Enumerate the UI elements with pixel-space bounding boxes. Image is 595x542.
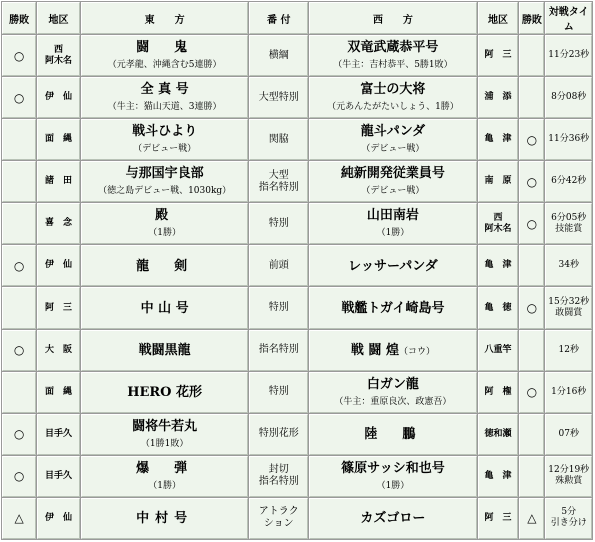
east-region-text: 喜 念	[45, 218, 73, 229]
east-bull-name: 闘将牛若丸	[132, 418, 198, 434]
bout-row	[2, 287, 592, 328]
east-result: ○	[2, 414, 36, 455]
east-bull-name: 戦闘黒龍	[138, 343, 191, 359]
bout-row	[2, 372, 592, 413]
bout-time-text: 11分23秒	[548, 50, 590, 61]
east-result	[2, 119, 36, 160]
west-result	[519, 330, 544, 371]
west-region-text: 阿 三	[484, 50, 512, 61]
east-region-text: 阿木名	[45, 55, 73, 66]
west-region-text: 徳和瀬	[484, 428, 512, 439]
bout-rank	[249, 287, 308, 328]
east-region-text: 伊 仙	[45, 512, 73, 523]
west-bull-name: レッサーパンダ	[348, 258, 438, 274]
bout-time-text: 34秒	[558, 260, 579, 271]
east-region	[37, 414, 79, 455]
bout-rank-text: 特別	[268, 386, 289, 398]
bout-rank-text: 指名特別	[258, 181, 299, 193]
west-bull-name: カズゴロー	[360, 511, 426, 527]
east-region	[37, 161, 79, 202]
bout-time	[545, 35, 592, 76]
west-region	[478, 77, 518, 118]
east-bull	[81, 414, 249, 455]
west-result: △	[519, 498, 544, 539]
west-region-text: 西	[493, 212, 503, 223]
bout-time	[545, 119, 592, 160]
west-bull	[309, 77, 477, 118]
bout-rank-text: 大型特別	[258, 91, 299, 103]
bout-time-text: 12分19秒	[548, 465, 590, 476]
west-bull-name: 戦 闘 煌	[350, 342, 399, 358]
west-region-text: 阿木名	[484, 223, 512, 234]
west-result: ○	[519, 372, 544, 413]
west-bull	[309, 245, 477, 286]
west-result	[519, 456, 544, 497]
east-result: ○	[2, 77, 36, 118]
west-region-text: 亀 津	[484, 470, 512, 481]
east-region-text: 諸 田	[45, 176, 73, 187]
west-region-text: 浦 添	[484, 92, 512, 103]
east-region-text: 目手久	[45, 428, 73, 439]
east-bull-name: 中 山 号	[140, 301, 189, 316]
east-region-text: 阿 三	[45, 302, 73, 313]
east-bull-name: 中村号	[136, 511, 194, 527]
bout-time	[545, 203, 592, 244]
bout-rank	[249, 456, 308, 497]
bout-row	[2, 35, 592, 76]
west-bull-name: 戦艦トガイ崎島号	[341, 301, 445, 316]
west-region-text: 南 原	[484, 176, 512, 187]
bout-rank-text: 特別	[268, 217, 289, 229]
east-bull-note: （1勝1敗）	[140, 438, 189, 449]
bout-rank-text: 特別花形	[258, 428, 299, 440]
west-region-text: 亀 徳	[484, 302, 512, 313]
bout-time-text: 引き分け	[550, 518, 587, 529]
east-result	[2, 161, 36, 202]
west-region-text: 阿 三	[484, 512, 512, 523]
east-region-text: 伊 仙	[45, 92, 73, 103]
west-result	[519, 35, 544, 76]
bout-rank-text: 指名特別	[258, 476, 299, 488]
west-bull-name: 篠原サッシ和也号	[341, 460, 445, 476]
east-bull-name: 戦斗ひより	[132, 124, 198, 140]
east-region-text: 目手久	[45, 470, 73, 481]
header-region-west: 地区	[478, 2, 518, 34]
bout-time-text: 敢闘賞	[555, 308, 583, 318]
east-region	[37, 330, 79, 371]
east-region	[37, 245, 79, 286]
east-bull	[81, 35, 249, 76]
west-region	[478, 414, 518, 455]
east-region	[37, 456, 79, 497]
bout-rank	[249, 161, 308, 202]
west-region	[478, 35, 518, 76]
bout-rank	[249, 245, 308, 286]
west-region	[478, 119, 518, 160]
bout-time	[545, 372, 592, 413]
west-result	[519, 245, 544, 286]
bout-time	[545, 414, 592, 455]
west-bull-note: （1勝）	[376, 480, 410, 491]
bout-time-text: 技能賞	[555, 223, 583, 234]
east-bull-note: （牛主：猫山天道、3連勝）	[107, 102, 222, 113]
west-region	[478, 287, 518, 328]
west-bull	[309, 35, 477, 76]
bout-rank	[249, 35, 308, 76]
bout-time	[545, 161, 592, 202]
west-bull-reading: （コウ）	[398, 346, 435, 357]
east-bull-name: 殿	[155, 208, 175, 224]
west-region	[478, 161, 518, 202]
bout-time-text: 6分42秒	[551, 176, 587, 187]
east-bull-note: （徳之島デビュー戦、1030kg）	[98, 186, 232, 197]
east-bull	[81, 245, 249, 286]
bout-time	[545, 77, 592, 118]
header-rank: 番 付	[249, 2, 308, 34]
west-region-text: 亀 津	[484, 134, 512, 145]
west-bull-name: 富士の大将	[360, 82, 426, 98]
bout-time-text: 11分36秒	[548, 134, 590, 145]
bout-time-text: 5分	[561, 507, 577, 518]
west-bull	[309, 119, 477, 160]
west-bull-note: （1勝）	[376, 228, 410, 239]
west-result: ○	[519, 161, 544, 202]
bout-rank-text: アトラク	[258, 506, 299, 518]
east-result	[2, 287, 36, 328]
east-result: △	[2, 498, 36, 539]
bout-rank-text: 横綱	[268, 49, 289, 61]
west-bull-note: （元あんたがたいしょう、1勝）	[327, 102, 459, 113]
west-result: ○	[519, 287, 544, 328]
east-bull	[81, 456, 249, 497]
west-bull	[309, 414, 477, 455]
east-region	[37, 498, 79, 539]
bout-rank-text: 封切	[268, 464, 289, 476]
west-region	[478, 203, 518, 244]
east-region	[37, 287, 79, 328]
bout-time-text: 12秒	[558, 344, 579, 355]
west-region	[478, 372, 518, 413]
west-bull-name: 龍斗パンダ	[360, 124, 426, 140]
west-bull-note: （デビュー戦）	[361, 186, 425, 197]
bout-rank	[249, 372, 308, 413]
bout-rank-text: 前頭	[268, 259, 289, 271]
bout-row	[2, 203, 592, 244]
east-region-text: 伊 仙	[45, 260, 73, 271]
east-region-text: 大 阪	[45, 344, 73, 355]
east-result: ○	[2, 245, 36, 286]
west-region-text: 亀 津	[484, 260, 512, 271]
bout-time	[545, 245, 592, 286]
bout-rank-text: ション	[263, 518, 294, 530]
west-bull	[309, 287, 477, 328]
west-region	[478, 245, 518, 286]
west-bull	[309, 372, 477, 413]
east-bull	[81, 287, 249, 328]
bout-rank-text: 大型	[268, 169, 289, 181]
east-region	[37, 77, 79, 118]
bout-rank	[249, 330, 308, 371]
east-region	[37, 372, 79, 413]
bout-time	[545, 498, 592, 539]
header-west: 西 方	[309, 2, 477, 34]
east-bull-name: 爆 弾	[136, 460, 194, 476]
bout-rank	[249, 77, 308, 118]
east-result: ○	[2, 330, 36, 371]
west-bull	[309, 330, 477, 371]
west-region	[478, 498, 518, 539]
west-region	[478, 456, 518, 497]
east-bull	[81, 372, 249, 413]
east-bull-name: 龍 剣	[136, 258, 194, 274]
east-result	[2, 372, 36, 413]
west-result: ○	[519, 203, 544, 244]
east-bull-note: （1勝）	[148, 480, 181, 491]
east-region	[37, 35, 79, 76]
east-region-text: 面 縄	[45, 134, 73, 145]
west-result: ○	[519, 119, 544, 160]
bout-rank-text: 指名特別	[258, 344, 299, 356]
east-result	[2, 203, 36, 244]
header-east: 東 方	[81, 2, 249, 34]
east-region-text: 面 縄	[45, 386, 73, 397]
bout-row	[2, 161, 592, 202]
header-row	[2, 2, 592, 34]
bout-row	[2, 330, 592, 371]
bout-row	[2, 456, 592, 497]
east-bull	[81, 498, 249, 539]
west-bull	[309, 498, 477, 539]
west-bull-note: （牛主：重原良次、政憲吾）	[334, 396, 452, 407]
west-bull	[309, 203, 477, 244]
west-bull	[309, 161, 477, 202]
east-bull-note: （デビュー戦）	[133, 144, 197, 155]
bout-rank	[249, 119, 308, 160]
bout-rank-text: 関脇	[268, 133, 289, 145]
east-bull	[81, 119, 249, 160]
east-bull	[81, 161, 249, 202]
bout-rank	[249, 498, 308, 539]
bout-time-text: 6分05秒	[551, 212, 587, 223]
bout-time-text: 8分08秒	[551, 92, 587, 103]
west-region-text: 八重竿	[484, 344, 512, 355]
bout-time-text: 1分16秒	[551, 386, 587, 397]
east-region	[37, 203, 79, 244]
east-bull	[81, 77, 249, 118]
east-result: ○	[2, 456, 36, 497]
header-region-east: 地区	[37, 2, 79, 34]
bout-row	[2, 119, 592, 160]
bout-row	[2, 77, 592, 118]
bout-results-table	[1, 1, 593, 540]
west-bull-name: 双竜武蔵恭平号	[347, 40, 439, 56]
west-bull-name: 陸 鵬	[364, 427, 422, 443]
bout-time	[545, 287, 592, 328]
header-time: 対戦タイム	[545, 2, 592, 34]
west-region-text: 阿 権	[484, 386, 512, 397]
west-region	[478, 330, 518, 371]
east-region	[37, 119, 79, 160]
west-result	[519, 414, 544, 455]
bout-row	[2, 414, 592, 455]
bout-rank-text: 特別	[268, 302, 289, 313]
bout-time	[545, 456, 592, 497]
west-result	[519, 77, 544, 118]
east-bull-name: 与那国宇良部	[125, 166, 204, 182]
bout-time	[545, 330, 592, 371]
bout-row	[2, 498, 592, 539]
east-bull-name: HERO 花形	[127, 385, 203, 401]
west-bull-note: （デビュー戦）	[361, 144, 425, 155]
west-bull-name: 白ガン龍	[366, 376, 419, 392]
bout-rank	[249, 203, 308, 244]
east-result: ○	[2, 35, 36, 76]
west-bull-note: （牛主：吉村恭平、5勝1敗）	[333, 60, 453, 71]
east-bull	[81, 203, 249, 244]
bout-row	[2, 245, 592, 286]
bout-time-text: 15分32秒	[548, 297, 590, 307]
header-result-east: 勝敗	[2, 2, 36, 34]
east-bull	[81, 330, 249, 371]
east-bull-name: 闘 鬼	[136, 40, 194, 56]
west-bull-name: 山田南岩	[366, 208, 419, 224]
east-bull-name: 全 真 号	[140, 82, 189, 98]
bout-time-text: 殊勲賞	[555, 476, 583, 487]
east-bull-note: （1勝）	[148, 228, 181, 239]
east-region-text: 西	[54, 44, 64, 55]
west-bull	[309, 456, 477, 497]
bout-time-text: 07秒	[558, 428, 579, 439]
bout-rank	[249, 414, 308, 455]
east-bull-note: （元孝龍、沖縄含む5連勝）	[107, 60, 222, 71]
west-bull-name: 純新開発従業員号	[340, 166, 445, 182]
header-result-west: 勝敗	[519, 2, 544, 34]
